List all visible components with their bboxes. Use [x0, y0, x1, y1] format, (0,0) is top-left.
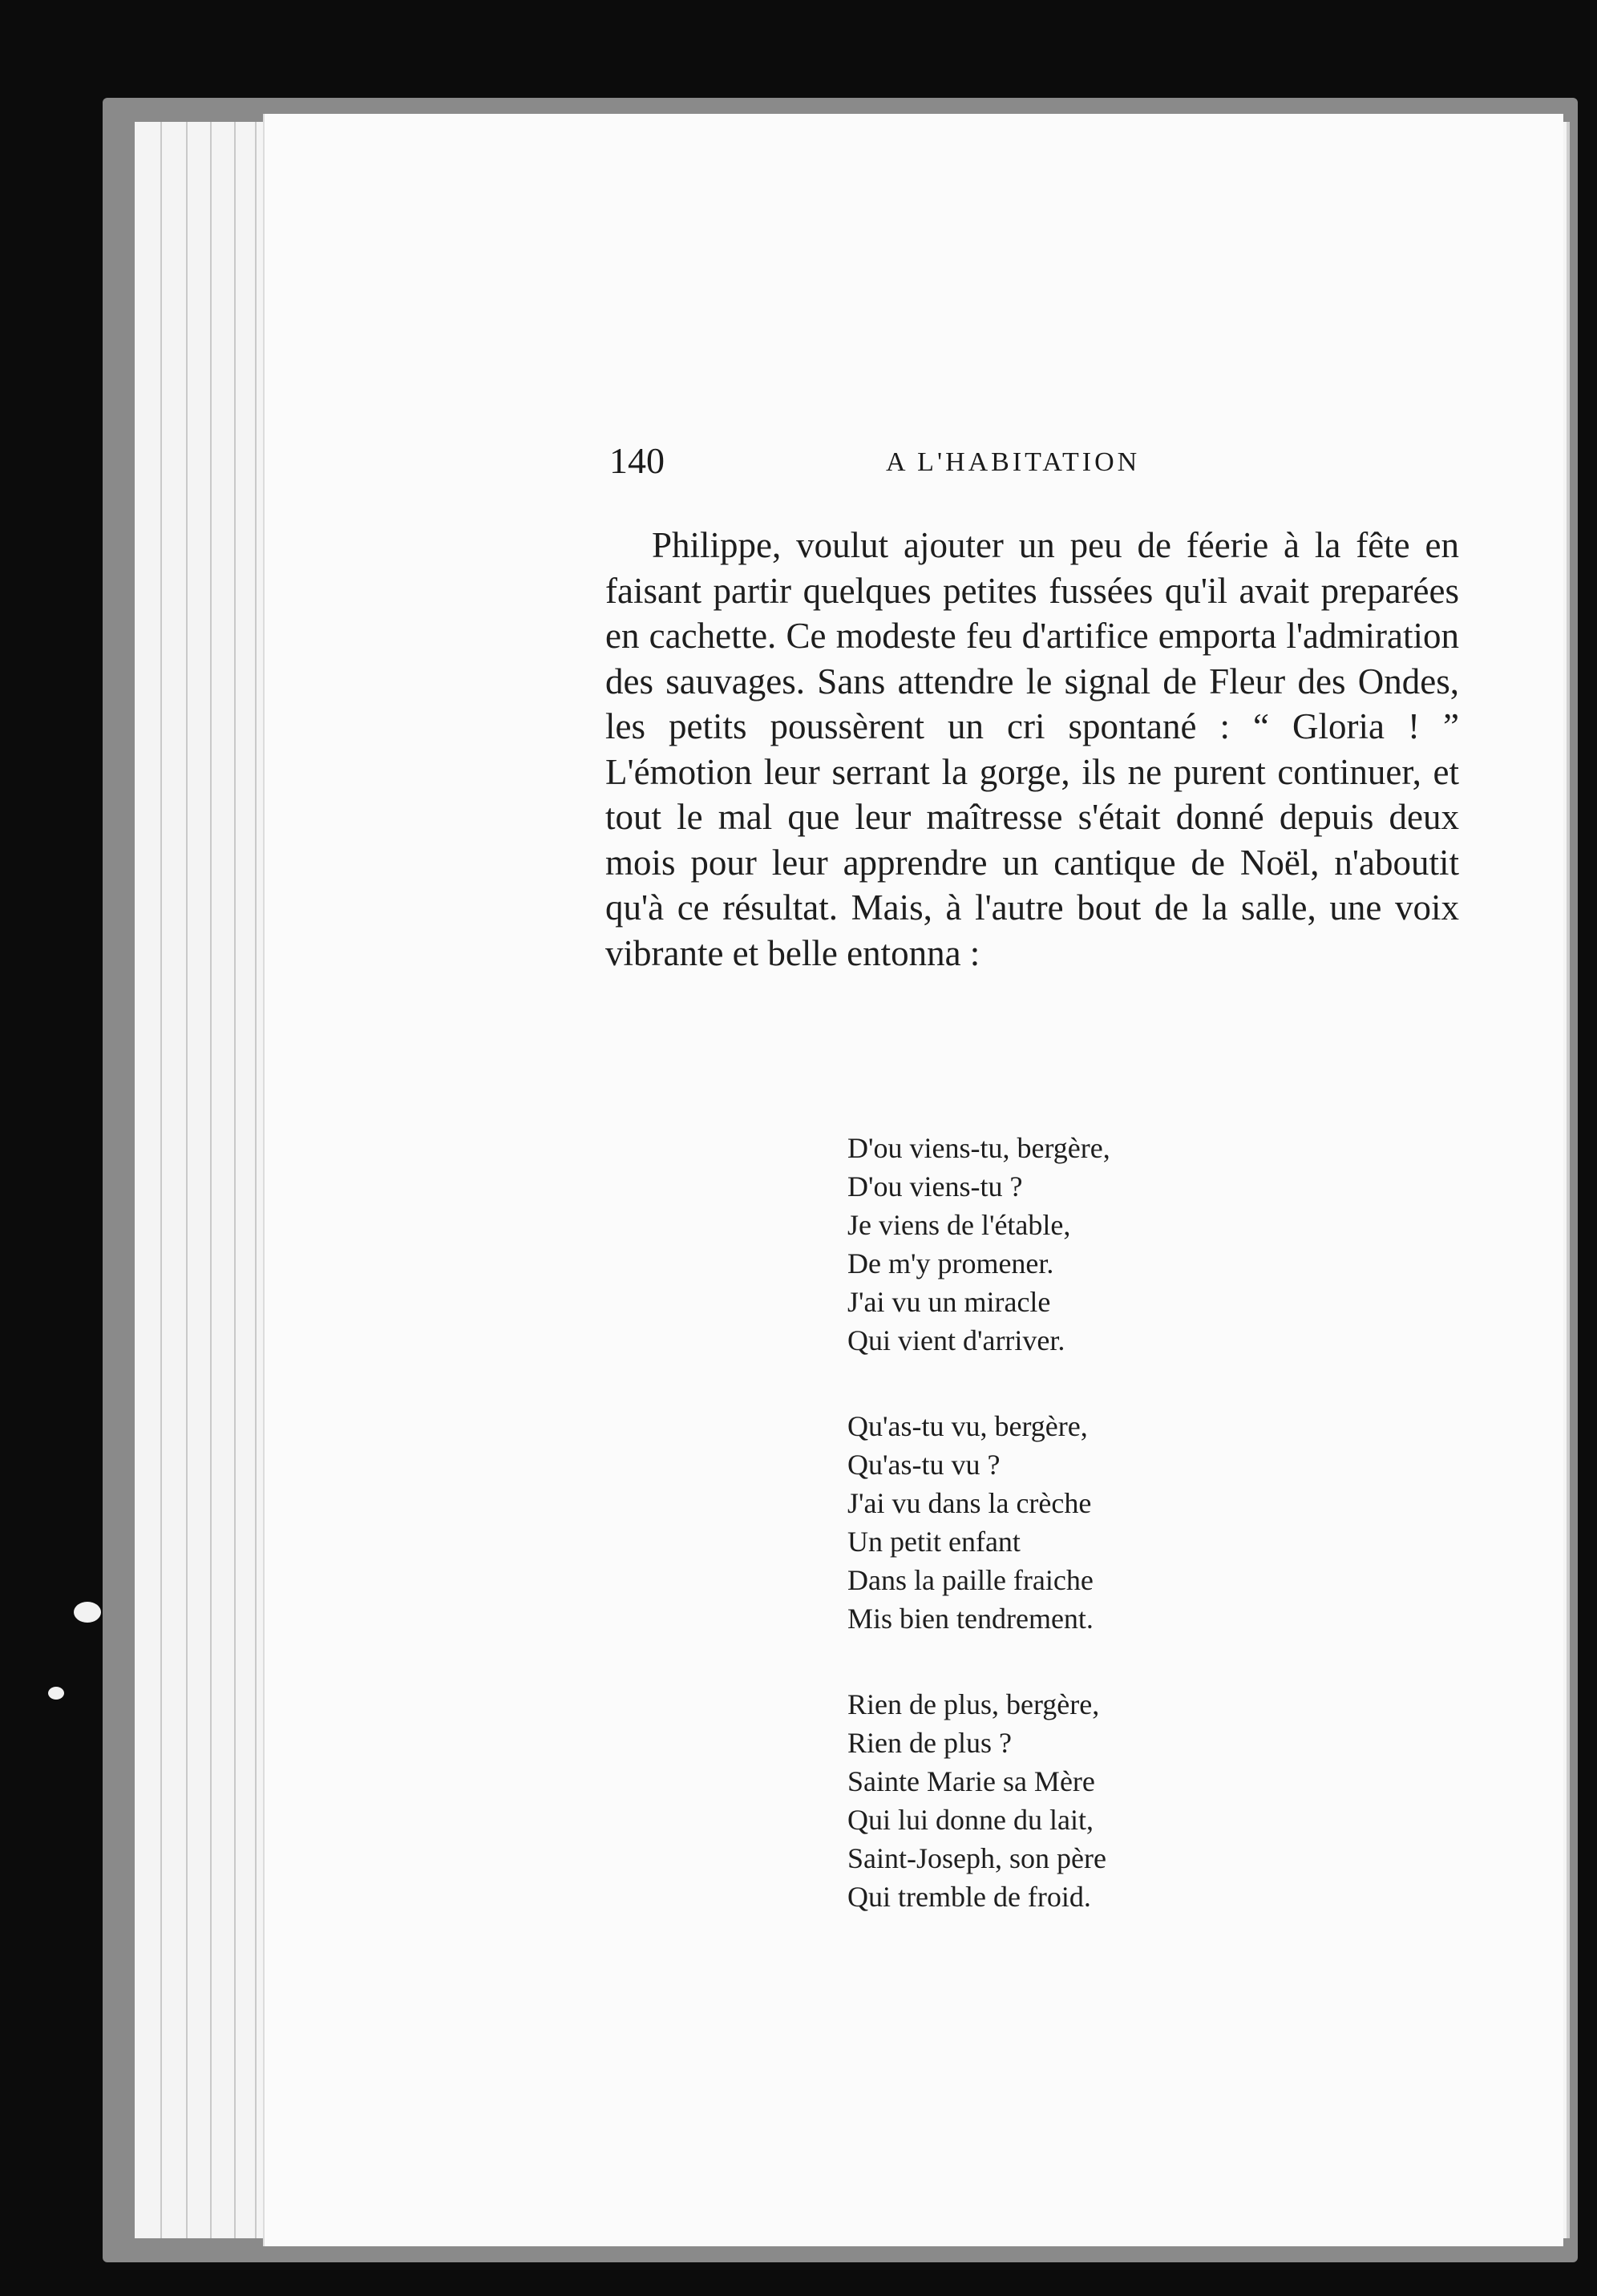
poem-stanza-1 [847, 1129, 1248, 1360]
poem-line: Je viens de l'étable, [847, 1209, 1071, 1241]
poem-line: Dans la paille fraiche [847, 1564, 1094, 1596]
poem-line: De m'y promener. [847, 1247, 1054, 1279]
poem [847, 1129, 1248, 1963]
page-number: 140 [609, 440, 665, 481]
film-speck [48, 1687, 64, 1700]
page-edge [210, 122, 212, 2238]
poem-line: Qui vient d'arriver. [847, 1324, 1065, 1356]
poem-line: J'ai vu dans la crèche [847, 1487, 1092, 1519]
poem-line: J'ai vu un miracle [847, 1286, 1051, 1318]
poem-line: Qui tremble de froid. [847, 1881, 1091, 1913]
poem-line: D'ou viens-tu ? [847, 1170, 1023, 1203]
poem-stanza-3 [847, 1685, 1248, 1916]
film-speck [74, 1602, 101, 1623]
page-header [609, 439, 1459, 487]
poem-line: Qu'as-tu vu, bergère, [847, 1410, 1088, 1442]
poem-line: Rien de plus ? [847, 1727, 1012, 1759]
poem-line: Rien de plus, bergère, [847, 1688, 1100, 1720]
poem-line: D'ou viens-tu, bergère, [847, 1132, 1110, 1164]
poem-line: Un petit enfant [847, 1526, 1021, 1558]
page-edge [255, 122, 257, 2238]
body-paragraph: Philippe, voulut ajouter un peu de féerie à la fête en faisant partir quelques petites fussées qu'il avait preparées en cachette. Ce modeste feu d'artifice emporta l'admiration des sauvages. Sans attendre le signal de Fleur des Ondes, les petits poussèrent un cri spontané : “ Gloria ! ” L'émotion leur serrant la gorge, ils ne purent continuer, et tout le mal que leur maîtresse s'était donné depuis deux mois pour leur apprendre un cantique de Noël, n'aboutit qu'à ce résultat. Mais, à l'autre bout de la salle, une voix vibrante et belle entonna : [605, 525, 1459, 973]
poem-line: Saint-Joseph, son père [847, 1842, 1106, 1874]
poem-line: Qu'as-tu vu ? [847, 1449, 1001, 1481]
page-edge [234, 122, 236, 2238]
running-title: A L'HABITATION [886, 447, 1141, 477]
page-edge [186, 122, 188, 2238]
poem-line: Mis bien tendrement. [847, 1603, 1094, 1635]
poem-line: Qui lui donne du lait, [847, 1804, 1094, 1836]
poem-line: Sainte Marie sa Mère [847, 1765, 1095, 1797]
page-edge [160, 122, 162, 2238]
poem-stanza-2 [847, 1407, 1248, 1638]
